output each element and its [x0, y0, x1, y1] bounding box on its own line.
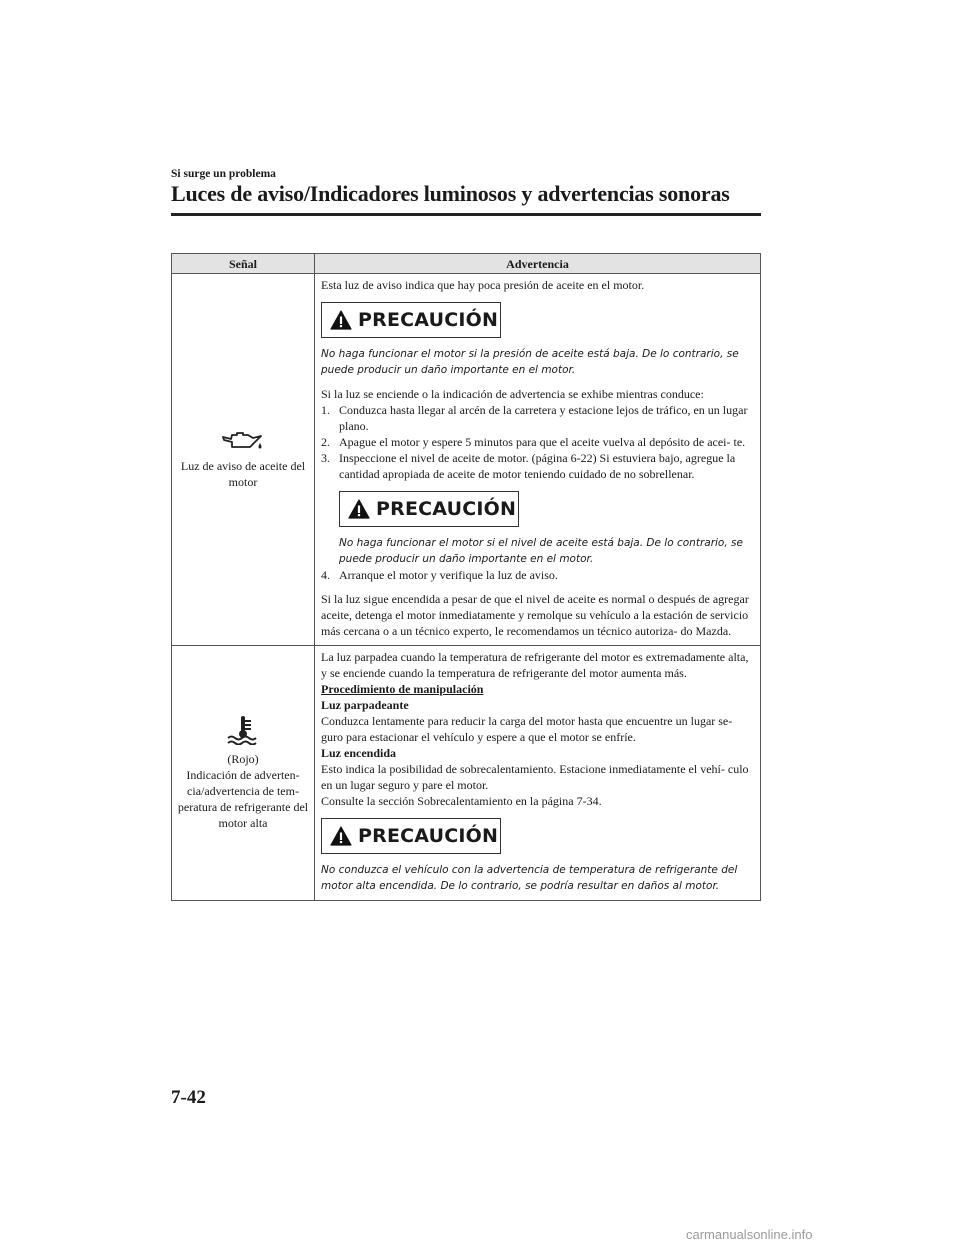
warning-triangle-icon	[330, 826, 352, 846]
steps-list-continued	[321, 567, 754, 583]
flashing-heading: Luz parpadeante	[321, 698, 409, 712]
signal-label-oil: Luz de aviso de aceite del motor	[180, 458, 306, 489]
table-header-row	[172, 254, 761, 274]
caution-box	[339, 491, 519, 527]
header-warning: Advertencia	[315, 254, 761, 274]
footer-url: carmanualsonline.info	[686, 1227, 813, 1242]
caution-label: PRECAUCIÓN	[358, 309, 499, 331]
list-item: 3. Inspeccione el nivel de aceite de motor. (página 6-22) Si estuviera bajo, agregue la cantidad apropiada de aceite de motor teniendo cuidado de no sobrellenar.	[321, 451, 736, 481]
warning-table	[171, 253, 761, 901]
signal-color-note: (Rojo)	[227, 752, 259, 766]
steps-intro: Si la luz se enciende o la indicación de advertencia se exhibe mientras conduce:	[321, 387, 704, 401]
steps-list	[321, 402, 754, 482]
page-title: Luces de aviso/Indicadores luminosos y advertencias sonoras	[171, 181, 730, 206]
table-row	[172, 646, 761, 901]
warning-triangle-icon	[330, 310, 352, 330]
on-heading: Luz encendida	[321, 746, 397, 760]
title-rule	[171, 213, 761, 216]
warning-triangle-icon	[348, 499, 370, 519]
oil-pressure-icon	[220, 430, 266, 452]
list-item: 4. Arranque el motor y verifique la luz de aviso.	[321, 568, 558, 582]
caution-box	[321, 302, 501, 338]
oil-closing: Si la luz sigue encendida a pesar de que el nivel de aceite es normal o después de agregar aceite, detenga el motor inmediatamente y remolque su vehículo a la estación de servicio más cercana o a un técnico experto, le recomendamos un técnico autoriza- do Mazda.	[321, 592, 749, 638]
oil-intro: Esta luz de aviso indica que hay poca presión de aceite en el motor.	[321, 278, 645, 292]
on-text: Esto indica la posibilidad de sobrecalentamiento. Estacione inmediatamente el vehí- culo en un lugar seguro y pare el motor.	[321, 762, 749, 792]
list-item: 2. Apague el motor y espere 5 minutos para que el aceite vuelva al depósito de acei- te.	[321, 435, 746, 449]
list-item: 1. Conduzca hasta llegar al arcén de la carretera y estacione lejos de tráfico, en un lugar plano.	[321, 403, 748, 433]
caution-label: PRECAUCIÓN	[376, 498, 517, 520]
procedure-heading: Procedimiento de manipulación	[321, 682, 484, 696]
warning-cell-coolant	[315, 646, 761, 901]
flashing-text: Conduzca lentamente para reducir la carga del motor hasta que encuentre un lugar se- guro para estacionar el vehículo y espere a que el motor se enfríe.	[321, 714, 733, 744]
section-label: Si surge un problema	[171, 168, 276, 180]
signal-cell-coolant	[172, 646, 315, 901]
header-signal: Señal	[172, 254, 315, 274]
signal-cell-oil	[172, 274, 315, 646]
caution-text: No haga funcionar el motor si el nivel de aceite está baja. De lo contrario, se puede producir un daño importante en el motor.	[339, 537, 743, 565]
coolant-temperature-icon	[226, 715, 260, 745]
signal-label-coolant: Indicación de adverten- cia/advertencia de tem- peratura de refrigerante del motor alta	[177, 768, 309, 830]
overheat-reference: Consulte la sección Sobrecalentamiento en la página 7-34.	[321, 794, 602, 808]
caution-box	[321, 818, 501, 854]
warning-cell-oil	[315, 274, 761, 646]
page-number: 7-42	[171, 1087, 206, 1108]
caution-text: No conduzca el vehículo con la advertencia de temperatura de refrigerante del motor alta encendida. De lo contrario, se podría resultar en daños al motor.	[321, 864, 738, 892]
table-row	[172, 274, 761, 646]
caution-text: No haga funcionar el motor si la presión de aceite está baja. De lo contrario, se puede producir un daño importante en el motor.	[321, 348, 739, 376]
coolant-intro: La luz parpadea cuando la temperatura de refrigerante del motor es extremadamente alta, y se enciende cuando la temperatura de refrigerante del motor aumenta más.	[321, 650, 749, 680]
caution-label: PRECAUCIÓN	[358, 825, 499, 847]
